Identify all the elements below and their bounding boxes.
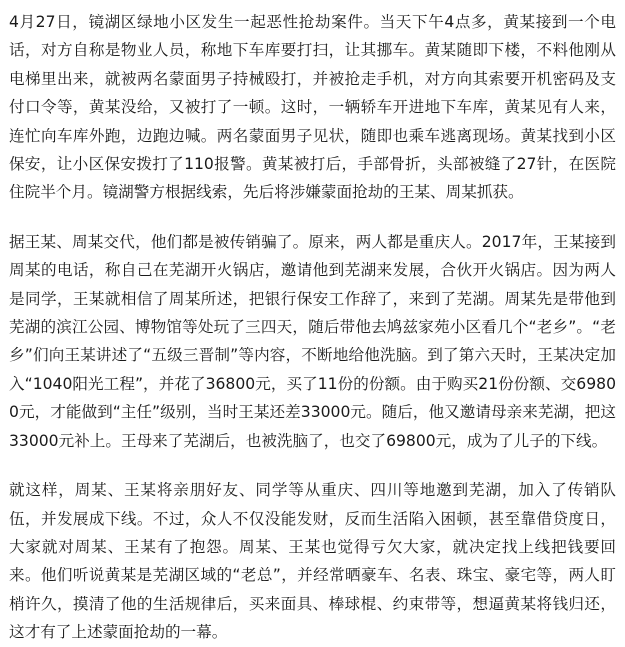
article-paragraph-3: 就这样，周某、王某将亲朋好友、同学等从重庆、四川等地邀到芜湖，加入了传销队伍，并发展成下线。不过，众人不仅没能发财，反而生活陷入困顿，甚至靠借贷度日，大家就对周某、王某有了抱怨。周某、王某也觉得亏欠大家，就决定找上线把钱要回来。他们听说黄某是芜湖区域的“老总”，并经常晒豪车、名表、珠宝、豪宅等，两人盯梢许久，摸清了他的生活规律后，买来面具、棒球棍、约束带等，想逼黄某将钱归还，这才有了上述蒙面抢劫的一幕。 (9, 481, 616, 642)
article-paragraph-1: 4月27日，镜湖区绿地小区发生一起恶性抢劫案件。当天下午4点多，黄某接到一个电话，对方自称是物业人员，称地下车库要打扫，让其挪车。黄某随即下楼，不料他刚从电梯里出来，就被两名蒙面男子持械殴打，并被抢走手机，对方向其索要开机密码及支付口令等，黄某没给，又被打了一顿。这时，一辆轿车开进地下车库，黄某见有人来，连忙向车库外跑，边跑边喊。两名蒙面男子见状，随即也乘车逃离现场。黄某找到小区保安，让小区保安拨打了110报警。黄某被打后，手部骨折，头部被缝了27针，在医院住院半个月。镜湖警方根据线索，先后将涉嫌蒙面抢劫的王某、周某抓获。 (9, 13, 616, 202)
article-paragraph-2: 据王某、周某交代，他们都是被传销骗了。原来，两人都是重庆人。2017年，王某接到周某的电话，称自己在芜湖开火锅店，邀请他到芜湖来发展，合伙开火锅店。因为两人是同学，王某就相信了周某所述，把银行保安工作辞了，来到了芜湖。周某先是带他到芜湖的滨江公园、博物馆等处玩了三四天，随后带他去鸠兹家苑小区看几个“老乡”。“老乡”们向王某讲述了“五级三晋制”等内容，不断地给他洗脑。到了第六天时，王某决定加入“1040阳光工程”，并花了36800元，买了11份的份额。由于购买21份份额、交69800元，才能做到“主任”级别，当时王某还差33000元。随后，他又邀请母亲来芜湖，把这33000元补上。王母来了芜湖后，也被洗脑了，也交了69800元，成为了儿子的下线。 (9, 232, 616, 450)
